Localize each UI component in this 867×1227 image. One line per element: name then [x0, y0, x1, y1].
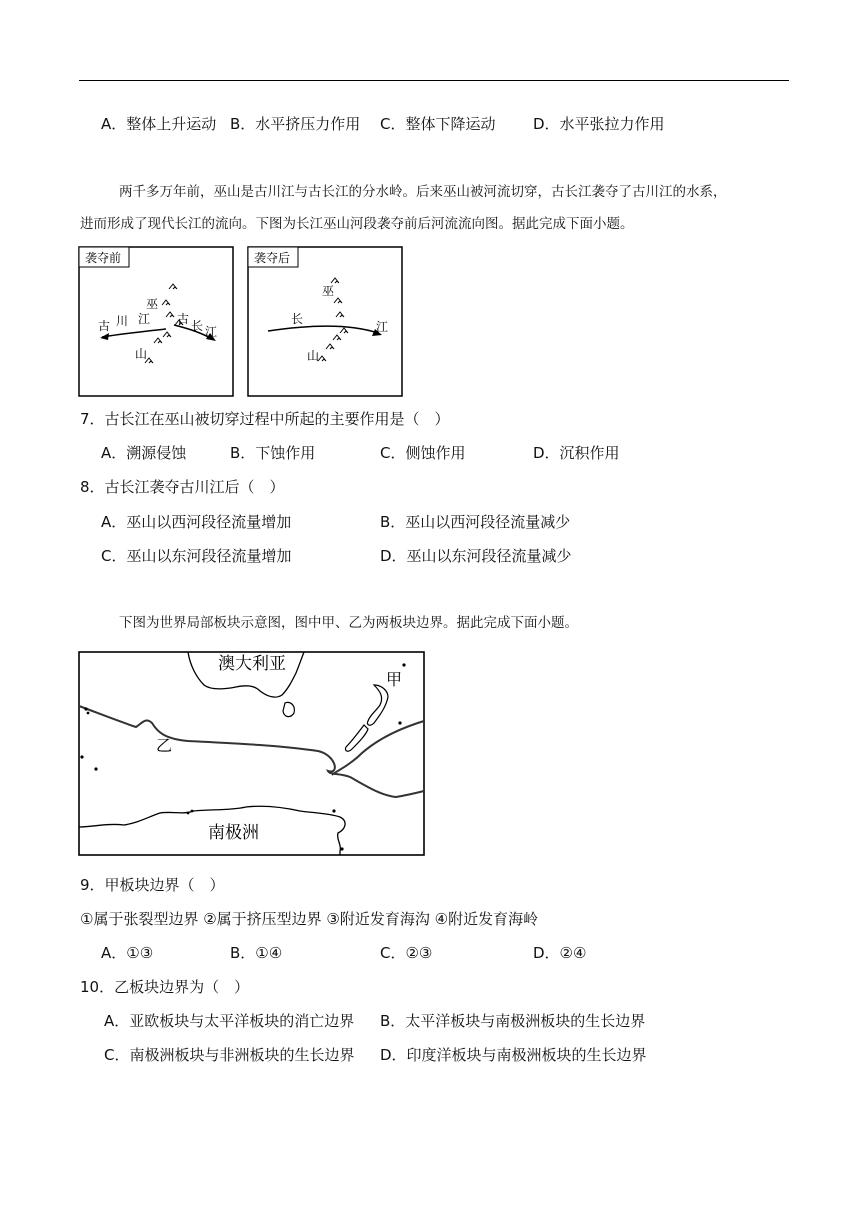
q9-stem: 9．甲板块边界（ ）: [80, 876, 225, 894]
q9-option-a[interactable]: A．①③: [101, 944, 154, 962]
after-wu: 巫: [322, 284, 335, 298]
yi-label: 乙: [156, 736, 173, 755]
after-river: [268, 326, 378, 333]
header-rule: [79, 80, 789, 81]
antarctica-label: 南极洲: [208, 823, 259, 843]
q7-option-d[interactable]: D．沉积作用: [533, 444, 620, 462]
q10-stem: 10．乙板块边界为（ ）: [80, 978, 250, 996]
before-label: 袭夺前: [85, 251, 122, 265]
jia-label: 甲: [386, 670, 403, 689]
q8-option-c[interactable]: C．巫山以东河段径流量增加: [101, 547, 292, 565]
q8-option-d[interactable]: D．巫山以东河段径流量减少: [380, 547, 572, 565]
before-chang: 长: [191, 319, 204, 333]
q10-option-b[interactable]: B．太平洋板块与南极洲板块的生长边界: [380, 1012, 646, 1030]
q10-option-a[interactable]: A．亚欧板块与太平洋板块的消亡边界: [104, 1012, 355, 1030]
river-capture-figure: [78, 245, 406, 398]
q7-option-a[interactable]: A．溯源侵蚀: [101, 444, 187, 462]
q7-option-c[interactable]: C．侧蚀作用: [380, 444, 466, 462]
before-wu: 巫: [146, 297, 159, 311]
passage1-line2: 进而形成了现代长江的流向。下图为长江巫山河段袭夺前后河流流向图。据此完成下面小题。: [80, 216, 634, 232]
before-shan: 山: [135, 347, 148, 361]
after-jiang: 江: [376, 320, 389, 334]
q9-statements: ①属于张裂型边界 ②属于挤压型边界 ③附近发育海沟 ④附近发育海岭: [80, 910, 539, 928]
after-label: 袭夺后: [254, 251, 291, 265]
q7-option-b[interactable]: B．下蚀作用: [230, 444, 316, 462]
before-jiang1: 江: [138, 312, 151, 326]
before-chuan: 川: [116, 314, 129, 328]
q6-option-c[interactable]: C．整体下降运动: [380, 115, 496, 133]
after-chang: 长: [291, 312, 304, 326]
before-west-river: [102, 329, 166, 337]
q10-option-c[interactable]: C．南极洲板块与非洲板块的生长边界: [104, 1046, 355, 1064]
q10-option-d[interactable]: D．印度洋板块与南极洲板块的生长边界: [380, 1046, 647, 1064]
passage2: 下图为世界局部板块示意图，图中甲、乙为两板块边界。据此完成下面小题。: [119, 615, 578, 631]
q9-option-d[interactable]: D．②④: [533, 944, 587, 962]
q9-option-c[interactable]: C．②③: [380, 944, 433, 962]
before-west-arrow-icon: [100, 333, 109, 340]
q8-option-b[interactable]: B．巫山以西河段径流量减少: [380, 513, 571, 531]
q8-option-a[interactable]: A．巫山以西河段径流量增加: [101, 513, 292, 531]
plate-boundary-map: [78, 651, 426, 857]
q6-option-d[interactable]: D．水平张拉力作用: [533, 115, 665, 133]
q8-stem: 8．古长江袭夺古川江后（ ）: [80, 478, 285, 496]
before-jiang2: 江: [205, 325, 218, 339]
after-shan: 山: [307, 349, 320, 363]
q6-option-b[interactable]: B．水平挤压力作用: [230, 115, 361, 133]
q7-stem: 7．古长江在巫山被切穿过程中所起的主要作用是（ ）: [80, 410, 450, 428]
australia-label: 澳大利亚: [218, 654, 286, 674]
passage1-line1: 两千多万年前，巫山是古川江与古长江的分水岭。后来巫山被河流切穿，古长江袭夺了古川江的水系，: [119, 184, 727, 200]
before-gu2: 古: [177, 312, 190, 326]
q6-option-a[interactable]: A．整体上升运动: [101, 115, 217, 133]
q9-option-b[interactable]: B．①④: [230, 944, 283, 962]
before-gu1: 古: [98, 319, 111, 333]
